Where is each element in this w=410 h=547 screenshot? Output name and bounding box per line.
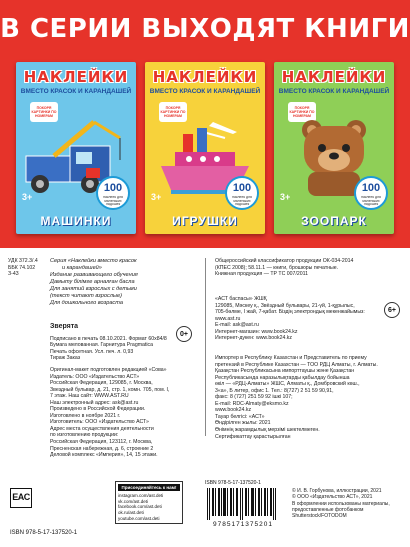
author-code: З-43 <box>8 271 19 278</box>
classifier-line: Книжная продукция — ТР ТС 007/2011 <box>215 271 309 278</box>
book-age: 3+ <box>22 192 33 202</box>
book-series: ЗООПАРК <box>301 214 367 228</box>
publisher-line: Издатель: ООО «Издательство АСТ» <box>50 373 140 380</box>
copyright-line: © ООО «Издательство АСТ», 2021 <box>292 494 373 501</box>
kz-line: E-mail: ask@ast.ru <box>215 322 259 329</box>
book-title: НАКЛЕЙКИ <box>152 68 258 86</box>
social-link-facebook[interactable]: facebook.com/ast.deti <box>118 504 162 510</box>
book-title: НАКЛЕЙКИ <box>281 68 387 86</box>
publisher-line: 7 этаж. Наш сайт: WWW.AST.RU <box>50 393 129 400</box>
publisher-line: Пресненская набережная, д. 6, строение 2 <box>50 445 154 452</box>
book-series: ИГРУШКИ <box>172 214 238 228</box>
publisher-line: Произведено в Российской Федерации. <box>50 406 146 413</box>
importer-line: өкіл — «РДЦ-Алматы» ЖШС, Алматы қ., Домбровский көш., <box>215 381 360 388</box>
imprint-codes <box>8 258 48 278</box>
book-sticker-count <box>225 176 259 210</box>
social-link-youtube[interactable]: youtube.com/ast.deti <box>118 515 160 521</box>
print-line: Печать офсетная. Усл. печ. л. 0,93 <box>50 348 134 355</box>
publisher-line: Изготовитель: ООО «Издательство АСТ» <box>50 419 149 426</box>
sticker-count-caption: наклеек для маленьких ладошек <box>361 195 381 206</box>
book-badge: ПОКОРЯ КАРТИНКИ ПО НОМЕРАМ <box>288 102 316 122</box>
copyright-line: Shutterstock/FOTODOM <box>292 513 347 520</box>
book-title: НАКЛЕЙКИ <box>23 68 129 86</box>
kz-line: «АСТ баспасы» ЖШҚ <box>215 296 267 302</box>
copyright-line: В оформлении использованы материалы, <box>292 500 390 507</box>
social-box-heading: Присоединяйтесь к нам! <box>118 484 180 491</box>
importer-line: Сертификаттау қарастырылған <box>215 433 291 440</box>
imprint-kz-publisher <box>215 296 385 342</box>
sticker-count-caption: наклеек для маленьких ладошек <box>232 195 252 206</box>
print-line: Подписано в печать 08.10.2021. Формат 60х84/8 <box>50 335 167 342</box>
social-link-vk[interactable]: vk.com/ast.deti <box>118 498 149 504</box>
imprint-print-info <box>50 320 200 362</box>
udk-code: УДК 372.3/.4 <box>8 258 38 264</box>
book-sticker-count <box>96 176 130 210</box>
imprint-series-note <box>50 258 200 307</box>
series-line: (текст читают взрослые) <box>50 293 123 300</box>
social-link-instagram[interactable]: instagram.com/ast.deti <box>118 493 164 498</box>
print-line: Бумага мелованная. Гарнитура Pragmatica <box>50 342 153 349</box>
classifier-line: (КПЕС 2008); 58.11.1 — книги, брошюры печатные. <box>215 264 339 271</box>
book-subtitle: ВМЕСТО КРАСОК И КАРАНДАШЕЙ <box>278 88 390 95</box>
book-title-imprint: Зверята <box>50 323 79 330</box>
publisher-line: Адрес места осуществления деятельности <box>50 425 154 432</box>
book-badge: ПОКОРЯ КАРТИНКИ ПО НОМЕРАМ <box>159 102 187 122</box>
column-divider <box>205 258 206 436</box>
sticker-count-value: 100 <box>232 182 252 194</box>
book-cover-zoo[interactable] <box>274 62 394 234</box>
importer-line: факс: 8 (727) 251 59 92 ішкі 107; <box>215 394 293 401</box>
importer-line: Өнімнің жарамдылық мерзімі шектелмеген. <box>215 427 320 434</box>
kz-line: 705-бөлме, I жай, 7-қабат. Біздің электрондық мекенжайымыз: <box>215 309 365 316</box>
importer-line: Республикасында наразылықтарды қабылдау бойынша <box>215 374 350 381</box>
imprint-publisher <box>50 367 202 459</box>
series-line: Дамыту білімге арналған басла <box>50 279 135 286</box>
publisher-line: Наш электронный адрес: ask@ast.ru <box>50 399 139 406</box>
book-age: 3+ <box>151 192 162 202</box>
importer-line: 3«а», Б литер, офис 1. Тел.: 8(727) 2 51 59 90,91, <box>215 387 334 394</box>
bbk-code: ББК 74.102 <box>8 264 36 271</box>
series-line: и карандашей» <box>62 265 102 272</box>
importer-line: Тауар белгісі: «АСТ» <box>215 413 265 420</box>
book-series: МАШИНКИ <box>40 214 112 228</box>
imprint-importer <box>215 355 405 440</box>
importer-line: Импортер в Республику Казахстан и Представитель по приему <box>215 355 367 361</box>
book-subtitle: ВМЕСТО КРАСОК И КАРАНДАШЕЙ <box>20 88 132 95</box>
publisher-line: Деловой комплекс «Империя», 14, 15 этажи. <box>50 452 158 459</box>
kz-line: www.ast.ru <box>215 315 241 322</box>
copyright-line: © И. В. Горбунова, иллюстрации, 2021 <box>292 488 382 494</box>
series-line: Для дошкольного возраста <box>50 300 123 307</box>
importer-line: претензий в Республике Казахстан — ТОО РДЦ Алматы, г. Алматы. <box>215 361 378 368</box>
age-mark-0plus: 0+ <box>176 326 192 342</box>
sticker-count-caption: наклеек для маленьких ладошек <box>103 195 123 206</box>
banner-title: В СЕРИИ ВЫХОДЯТ КНИГИ <box>0 14 410 44</box>
book-sticker-count <box>354 176 388 210</box>
importer-line: Қазақстан Республикасына импорттаушы және Қазақстан <box>215 368 355 375</box>
social-link-ok[interactable]: ok.ru/ast.deti <box>118 509 144 515</box>
social-links-box <box>115 481 183 524</box>
series-line: Серия «Наклейки вместо красок <box>50 258 137 264</box>
barcode-digits: 9785171375201 <box>213 521 273 528</box>
book-cover-cars[interactable] <box>16 62 136 234</box>
publisher-line: Звездный бульвар, д. 21, стр. 1, комн. 705, пом. I, <box>50 386 170 393</box>
kz-line: 129085, Мәскеу қ., Звёздный бульвары, 21-үй, 1-құрылыс, <box>215 302 355 309</box>
age-mark-6plus: 6+ <box>384 302 400 318</box>
isbn-left: ISBN 978-5-17-137520-1 <box>10 530 78 536</box>
publisher-line: по изготовлению продукции: <box>50 432 119 439</box>
kz-line: Интернет-магазин: www.book24.kz <box>215 328 298 335</box>
book-cover-toys[interactable] <box>145 62 265 234</box>
classifier-line: Общероссийский классификатор продукции ОК-034-2014 <box>215 258 354 264</box>
publisher-line: Оригинал-макет подготовлен редакцией «Сова» <box>50 367 167 373</box>
eac-mark: EAC <box>10 488 32 508</box>
publisher-line: Российская Федерация, 123112, г. Москва, <box>50 439 153 446</box>
book-age: 3+ <box>280 192 291 202</box>
importer-line: www.book24.kz <box>215 407 252 414</box>
importer-line: Өндірілген жылы: 2021 <box>215 420 271 427</box>
book-badge: ПОКОРЯ КАРТИНКИ ПО НОМЕРАМ <box>30 102 58 122</box>
sticker-count-value: 100 <box>103 182 123 194</box>
book-subtitle: ВМЕСТО КРАСОК И КАРАНДАШЕЙ <box>149 88 261 95</box>
imprint-classifier <box>215 258 405 278</box>
importer-line: E-mail: RDC-Almaty@eksmo.kz <box>215 400 289 407</box>
copyright-line: предоставленные фотобанком <box>292 506 364 513</box>
publisher-line: Изготовлено в ноябре 2021 г. <box>50 412 121 419</box>
copyright-block <box>292 488 407 519</box>
sticker-count-value: 100 <box>361 182 381 194</box>
series-line: Для занятий взрослых с детьми <box>50 286 137 293</box>
kz-line: Интернет-дүкен: www.book24.kz <box>215 335 292 342</box>
publisher-line: Российская Федерация, 129085, г. Москва, <box>50 380 153 387</box>
series-banner <box>0 0 410 248</box>
series-line: Издание развивающего обучения <box>50 272 138 279</box>
barcode-isbn: ISBN 978-5-17-137520-1 <box>205 480 261 486</box>
print-line: Тираж Заказ <box>50 355 81 362</box>
